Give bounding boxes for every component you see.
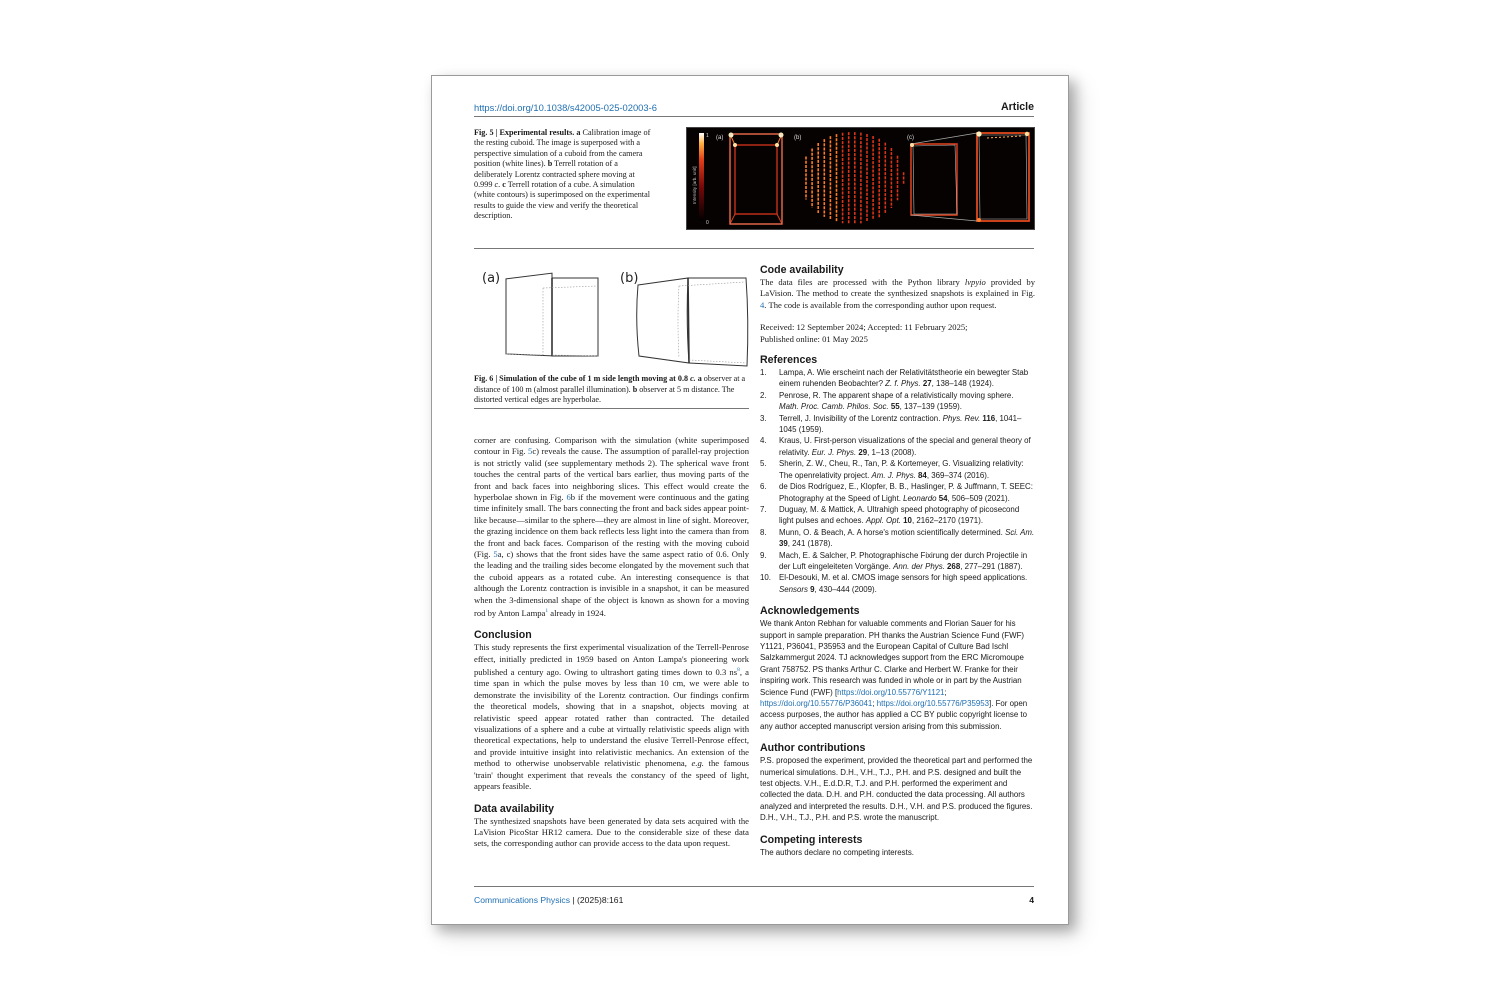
reference-journal: Eur. J. Phys. [811, 447, 857, 457]
reference-journal: Z. f. Phys. [885, 379, 921, 389]
reference-title: Mach, E. & Salcher, P. Photographische Fixirung der durch Projectile in der Luft eingeleiteten Vorgänge. [779, 550, 1028, 571]
fig5-caption-b-c: c [494, 180, 499, 190]
reference-pages-year: , 1041–1045 (1959). [779, 413, 1022, 435]
journal-volume: | (2025)8:161 [570, 895, 624, 905]
conclusion-paragraph [474, 642, 749, 792]
ack-separator-1: ; [944, 687, 947, 697]
reference-volume: 10 [903, 516, 912, 526]
reference-volume: 9 [810, 584, 815, 594]
fig6-image [480, 268, 755, 368]
results-paragraph [474, 435, 749, 619]
reference-text [779, 527, 1035, 550]
reference-title: Terrell, J. Invisibility of the Lorentz contraction. [779, 413, 943, 423]
doi-link[interactable]: https://doi.org/10.1038/s42005-025-02003-6 [474, 102, 657, 113]
reference-item [760, 504, 1035, 527]
reference-item [760, 481, 1035, 504]
reference-journal: Ann. der Phys. [893, 561, 945, 571]
fig5-panel-c-label: (c) [907, 135, 914, 141]
reference-journal: Appl. Opt. [865, 516, 901, 526]
fig5-caption-b-end: . [498, 180, 501, 190]
reference-title: de Dios Rodríguez, E., Klopfer, B. B., Haslinger, P. & Juffmann, T. SEEC: Photography at the Speed of Light. [779, 482, 1033, 503]
acknowledgements-heading: Acknowledgements [760, 605, 860, 618]
ack-text-1: We thank Anton Rebhan for valuable comments and Florian Sauer for his support in sample preparation. PH thanks the Austrian Science Fund (FWF) Y1121, P36041, P35953 and the European Capital of Culture Bad Ischl Salzkammergut 2024. TJ acknowledges support from the ERC Micromoupe Grant 758752. PS thanks Arthur C. Clarke and Herbert W. Franke for their inspiring work. This research was funded in whole or in part by the Austrian Science Fund (FWF) [ [760, 619, 1025, 697]
reference-number: 1. [760, 368, 767, 378]
code-availability-text [760, 277, 1035, 311]
citation-8-link[interactable]: 8 [737, 667, 740, 674]
reference-text [779, 481, 1035, 504]
reference-text [779, 435, 1035, 458]
reference-pages-year: , 277–291 (1887). [960, 561, 1023, 571]
fig5-panel-c-cube [910, 131, 1029, 222]
reference-number: 6. [760, 482, 767, 492]
results-text-4: a, c) shows that the front sides have the same aspect ratio of 0.6. Only the leading and the trailing sides become elongated by the movement such that the cuboid appears as a rotated cube. An interesting consequence is that although the Lorentz contraction is invisible in a snapshot, it can be measured when the 3-dimensional shape of the object is known as shown for a moving rod by Anton Lampa [474, 549, 749, 618]
reference-title: Sherin, Z. W., Cheu, R., Tan, P. & Kortemeyer, G. Visualizing relativity: The openrelativity project. [779, 459, 1024, 480]
fig6-caption-a: observer at a distance of 100 m (almost parallel illumination). [474, 374, 746, 394]
reference-pages-year: , 430–444 (2009). [814, 584, 877, 594]
acknowledgements-text [760, 618, 1035, 732]
reference-volume: 27 [922, 379, 932, 389]
fig5-panel-b-label: (b) [794, 135, 802, 141]
published-date: Published online: 01 May 2025 [760, 333, 868, 344]
left-column [474, 435, 749, 850]
reference-number: 3. [760, 413, 767, 423]
right-column [760, 264, 1035, 858]
reference-text [779, 550, 1035, 573]
conclusion-eg: e.g. [691, 758, 704, 769]
author-contributions-heading: Author contributions [760, 742, 866, 755]
competing-interests-heading: Competing interests [760, 833, 863, 846]
fig5-caption-b: Terrell rotation of a deliberately Lorentz contracted sphere moving at 0.999 [474, 159, 635, 190]
fig5-panel-a-label: (a) [716, 135, 724, 141]
fig5-heatmap-figure [687, 128, 1034, 229]
dates-block [760, 322, 1035, 345]
paper-page [431, 75, 1069, 925]
reference-text [779, 572, 1035, 595]
results-text-2: c) reveals the cause. The assumption of parallel-ray projection is not strictly valid (see supplementary methods 2). The spherical wave front touches the central parts of the vertical bars earlier, thus moving parts of the front and back faces into neighboring slices. This effect would create the hyperbolae shown in Fig. [474, 446, 749, 503]
reference-title: El-Desouki, M. et al. CMOS image sensors for high speed applications. [779, 573, 1028, 583]
fig6-panel-b-cube [637, 278, 748, 366]
reference-number: 10. [760, 573, 771, 583]
fig6-cube-diagrams [480, 268, 755, 368]
code-library-name: lvpyio [964, 277, 986, 287]
fig6-caption-label-c: c. [690, 374, 696, 383]
reference-number: 9. [760, 550, 767, 560]
reference-title: Kraus, U. First-person visualizations of the special and general theory of relativity. [779, 436, 1031, 457]
reference-text [779, 390, 1035, 413]
reference-volume: 54 [938, 493, 948, 503]
reference-title: Penrose, R. The apparent shape of a relativistically moving sphere. [779, 390, 1014, 400]
reference-pages-year: , 2162–2170 (1971). [911, 516, 984, 526]
reference-pages-year: , 137–139 (1959). [899, 402, 962, 412]
fig6-panel-a-label: (a) [482, 271, 501, 286]
reference-journal: Sci. Am. [1005, 527, 1035, 537]
journal-link[interactable]: Communications Physics [474, 895, 570, 905]
reference-number: 5. [760, 459, 767, 469]
fig5-image [686, 127, 1035, 230]
reference-pages-year: , 138–148 (1924). [931, 379, 994, 389]
reference-item [760, 413, 1035, 436]
fwf-p35953-link[interactable]: https://doi.org/10.55776/P35953 [876, 699, 990, 708]
reference-journal: Math. Proc. Camb. Philos. Soc. [779, 402, 889, 412]
results-text-1: corner are confusing. Comparison with the simulation (white superimposed contour in Fig. [474, 435, 749, 457]
reference-number: 4. [760, 436, 767, 446]
reference-journal: Sensors [779, 584, 808, 594]
reference-volume: 29 [858, 447, 868, 457]
reference-volume: 55 [890, 402, 900, 412]
reference-volume: 116 [982, 413, 996, 423]
reference-text [779, 413, 1035, 436]
header-rule [474, 116, 1034, 117]
fig5-ref-link-2[interactable]: 5 [493, 549, 498, 560]
results-text-3: b if the movement were continuous and the gating time infinitely small. The bars connecting the front and back sides appear point-like because—similar to the sphere—they are almost in line of sight. Moreover, the grazing incidence on them back reflects less light into the camera than from the front and back faces. Comparison of the resting with the moving cuboid (Fig. [474, 492, 749, 560]
footer-citation [474, 895, 623, 905]
citation-1-link[interactable]: 1 [545, 608, 549, 615]
fig5-caption-b-label: b [547, 159, 553, 169]
fig5-caption-a-label: a [576, 128, 581, 137]
conclusion-text-3: the famous 'train' thought experiment that reveals the constancy of the speed of light, appears feasible. [474, 758, 749, 792]
fig5-caption-c: Terrell rotation of a cube. A simulation (white contours) is superimposed on the experimental results to guide the view and verify the theoretical description. [474, 180, 650, 221]
reference-title: Lampa, A. Wie erscheint nach der Relativitätstheorie ein bewegter Stab einem ruhenden Beobachter? [779, 368, 1029, 389]
code-text-1: The data files are processed with the Python library [760, 277, 965, 287]
fig5-panel-b-sphere [806, 132, 904, 224]
fig5-caption-c-label: c [502, 180, 506, 190]
fig5-caption-a: Calibration image of the resting cuboid. The image is superposed with a perspective simulation of a cuboid from the camera position (white lines). [474, 128, 651, 169]
code-availability-heading: Code availability [760, 264, 844, 276]
reference-item [760, 435, 1035, 458]
reference-journal: Phys. Rev. [942, 413, 981, 423]
references-list [760, 367, 1035, 595]
reference-item [760, 527, 1035, 550]
reference-item [760, 550, 1035, 573]
colorbar-max: 1 [706, 133, 709, 139]
reference-number: 8. [760, 527, 767, 537]
fig6-caption-a-label: a [697, 374, 702, 383]
reference-item [760, 458, 1035, 481]
conclusion-text-2: , a time span in which the pulse moves by less than 10 cm, we were able to demonstrate the invisibility of the Lorentz contraction. Our findings confirm the theoretical models, showing that in a snapshot, objects moving at relativistic speed appear rotated rather than contracted. The detailed visualizations of a sphere and a cube at virtually relativistic speeds align with theoretical expectations, help to understand the elusive Terrell-Penrose effect, and provide intuitive insight into relativistic mechanics. An extension of the method to otherwise unobservable relativistic phenomena, [474, 667, 749, 769]
fig6-caption [474, 374, 749, 406]
fig5-ref-link[interactable]: 5 [528, 446, 533, 457]
fig6-rule [474, 408, 749, 409]
reference-title: Duguay, M. & Mattick, A. Ultrahigh speed photography of picosecond light pulses and echoes. [779, 504, 1020, 526]
fig5-caption [474, 128, 652, 222]
reference-number: 7. [760, 504, 767, 514]
fig6-ref-link[interactable]: 6 [566, 492, 571, 503]
footer-rule [474, 886, 1034, 887]
figure-section-rule [474, 248, 1034, 249]
reference-pages-year: , 241 (1878). [787, 539, 833, 549]
reference-journal: Am. J. Phys. [871, 470, 916, 480]
reference-item [760, 367, 1035, 390]
fig6-caption-b-label: b [632, 384, 638, 394]
colorbar [699, 133, 704, 221]
fwf-p36041-link[interactable]: https://doi.org/10.55776/P36041 [760, 699, 873, 708]
reference-item [760, 390, 1035, 413]
code-text-3: . The code is available from the corresponding author upon request. [764, 299, 997, 310]
page-number: 4 [1029, 895, 1034, 905]
fig6-panel-a-cube [506, 273, 598, 356]
author-contributions-text: P.S. proposed the experiment, provided the theoretical part and performed the numerical simulations. D.H., V.H., T.J., P.H. and P.S. designed and built the test objects. V.H., E.d.D.R, T.J. and P.H. performed the experiment and collected the data. D.H. and P.H. conducted the data processing. All authors analyzed and interpreted the results. D.H., V.H. and P.S. produced the figures. D.H., V.H., T.J., P.H. and P.S. wrote the manuscript. [760, 756, 1033, 823]
reference-item [760, 572, 1035, 595]
reference-text [779, 504, 1035, 527]
data-availability-heading: Data availability [474, 802, 555, 815]
reference-text [779, 367, 1035, 390]
fig5-caption-label: Fig. 5 | Experimental results. [474, 128, 575, 137]
article-type-label: Article [1001, 101, 1034, 113]
fig5-panel-a-cuboid [729, 133, 784, 225]
ack-text-2: ]. For open access purposes, the author has applied a CC BY public copyright license to any author accepted manuscript version arising from this submission. [760, 699, 1028, 731]
reference-journal: Leonardo [903, 493, 937, 503]
reference-volume: 84 [918, 470, 927, 480]
fig6-panel-b-label: (b) [620, 271, 639, 286]
reference-pages-year: , 369–374 (2016). [926, 470, 990, 480]
colorbar-min: 0 [706, 220, 709, 226]
reference-pages-year: , 1–13 (2008). [867, 447, 917, 457]
fig6-caption-b: observer at 5 m distance. The distorted vertical edges are hyperbolae. [474, 384, 735, 404]
conclusion-heading: Conclusion [474, 629, 532, 642]
fig4-ref-link[interactable]: 4 [760, 299, 765, 310]
reference-pages-year: , 506–509 (2021). [947, 493, 1010, 503]
data-availability-text: The synthesized snapshots have been generated by data sets acquired with the LaVision PicoStar HR12 camera. Due to the considerable size of these data sets, the corresponding author can provide access to the data upon request. [474, 815, 749, 849]
conclusion-text-1: This study represents the first experimental visualization of the Terrell-Penrose effect, initially predicted in 1959 based on Anton Lampa's pioneering work published a century ago. Owing to ultrashort gating times down to 0.3 ns [474, 642, 749, 678]
colorbar-label: Intensity [arb. unit] [692, 166, 697, 204]
reference-number: 2. [760, 390, 767, 400]
ack-separator-2: ; [872, 699, 877, 708]
received-accepted-dates: Received: 12 September 2024; Accepted: 11 February 2025; [760, 322, 968, 333]
fwf-y1121-link[interactable]: https://doi.org/10.55776/Y1121 [837, 687, 945, 697]
reference-text [779, 458, 1035, 481]
reference-volume: 39 [779, 539, 788, 549]
code-text-2: provided by LaVision. The method to create the synthesized snapshots is explained in Fig. [760, 277, 1035, 299]
competing-interests-text: The authors declare no competing interests. [760, 847, 914, 857]
fig6-caption-label: Fig. 6 | Simulation of the cube of 1 m side length moving at 0.8 [474, 374, 689, 383]
reference-volume: 268 [947, 561, 961, 571]
references-heading: References [760, 354, 818, 367]
reference-title: Munn, O. & Beach, A. A horse's motion scientifically determined. [779, 527, 1006, 537]
results-text-5: already in 1924. [548, 607, 606, 618]
